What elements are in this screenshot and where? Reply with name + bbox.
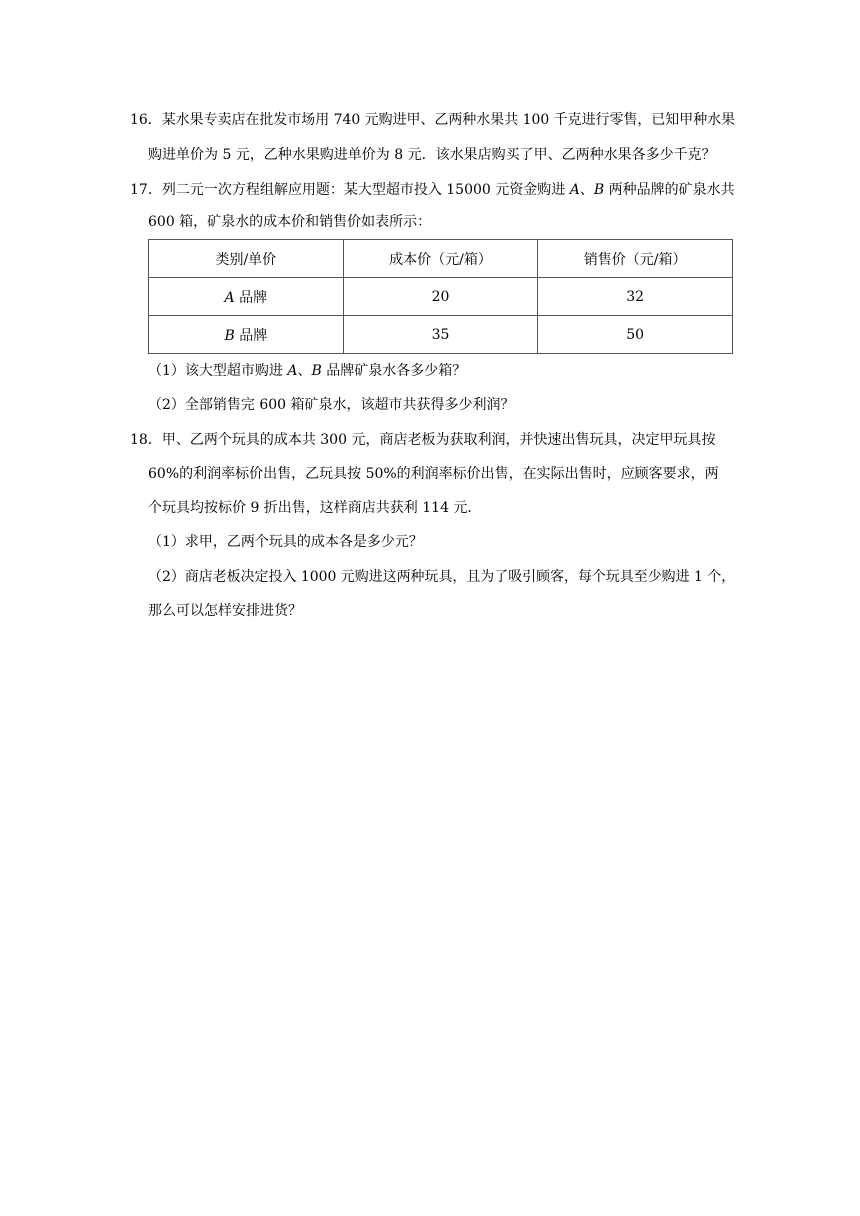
table-cell-brand xyxy=(149,278,344,316)
q17-var-b: B xyxy=(593,182,605,198)
q17-sub-1 xyxy=(148,361,466,381)
brand-var: B xyxy=(224,327,235,344)
q18-text-3: 个玩具均按标价 9 折出售，这样商店共获利 114 元． xyxy=(148,500,482,516)
q17-sub2-text: （2）全部销售完 600 箱矿泉水，该超市共获得多少利润？ xyxy=(148,397,515,413)
q17-text-1-post: 两种品牌的矿泉水共 xyxy=(604,182,735,198)
q18-number: 18． xyxy=(130,432,162,448)
q18-line-2 xyxy=(148,464,719,484)
q17-text-1-pre: 列二元一次方程组解应用题：某大型超市投入 15000 元资金购进 xyxy=(161,182,570,198)
table-cell-brand xyxy=(149,316,344,354)
q17-var-a: A xyxy=(569,182,580,198)
table-cell-price: 50 xyxy=(538,316,733,354)
q17-sub-2 xyxy=(148,395,515,415)
q18-line-3 xyxy=(148,498,481,518)
q17-sub1-pre: （1）该大型超市购进 xyxy=(148,363,288,379)
q16-line-1 xyxy=(130,110,735,130)
brand-label: 品牌 xyxy=(234,289,268,306)
table-cell-cost: 35 xyxy=(343,316,538,354)
q16-text-1: 某水果专卖店在批发市场用 740 元购进甲、乙两种水果共 100 千克进行零售，已知甲种水果 xyxy=(161,112,736,128)
q18-sub-2-line-2 xyxy=(148,601,302,621)
q18-sub-2-line-1 xyxy=(148,567,735,587)
q18-sub-1 xyxy=(148,532,423,552)
q17-line-1 xyxy=(130,180,735,200)
q17-text-2: 600 箱，矿泉水的成本价和销售价如表所示： xyxy=(148,214,432,230)
table-header-cell: 成本价（元/箱） xyxy=(343,240,538,278)
q18-sub1-text: （1）求甲，乙两个玩具的成本各是多少元？ xyxy=(148,534,423,550)
table-cell-cost: 20 xyxy=(343,278,538,316)
q16-line-2 xyxy=(148,145,716,165)
q16-number: 16． xyxy=(130,112,162,128)
q17-number: 17． xyxy=(130,182,162,198)
q18-sub2-text-1: （2）商店老板决定投入 1000 元购进这两种玩具，且为了吸引顾客，每个玩具至少购进 1 个， xyxy=(148,569,736,585)
brand-var: A xyxy=(224,289,235,306)
brand-label: 品牌 xyxy=(234,327,268,344)
q16-text-2: 购进单价为 5 元，乙种水果购进单价为 8 元．该水果店购买了甲、乙两种水果各多少千克？ xyxy=(148,147,716,163)
q17-sub1-var-b: B xyxy=(311,363,322,379)
table-row xyxy=(149,278,733,316)
q18-text-1: 甲、乙两个玩具的成本共 300 元，商店老板为获取利润，并快速出售玩具，决定甲玩具按 xyxy=(161,432,716,448)
q18-sub2-text-2: 那么可以怎样安排进货？ xyxy=(148,603,302,619)
q17-sub1-post: 品牌矿泉水各多少箱？ xyxy=(321,363,467,379)
q17-sep: 、 xyxy=(579,182,594,198)
table-header-cell: 销售价（元/箱） xyxy=(538,240,733,278)
q17-sub1-sep: 、 xyxy=(297,363,312,379)
q17-sub1-var-a: A xyxy=(287,363,298,379)
q18-text-2: 60%的利润率标价出售，乙玩具按 50%的利润率标价出售，在实际出售时，应顾客要求，两 xyxy=(148,466,719,482)
q18-line-1 xyxy=(130,430,715,450)
table-header-cell: 类别/单价 xyxy=(149,240,344,278)
table-header-row xyxy=(149,240,733,278)
table-row xyxy=(149,316,733,354)
price-table xyxy=(148,239,733,354)
q17-line-2 xyxy=(148,212,431,232)
table-cell-price: 32 xyxy=(538,278,733,316)
